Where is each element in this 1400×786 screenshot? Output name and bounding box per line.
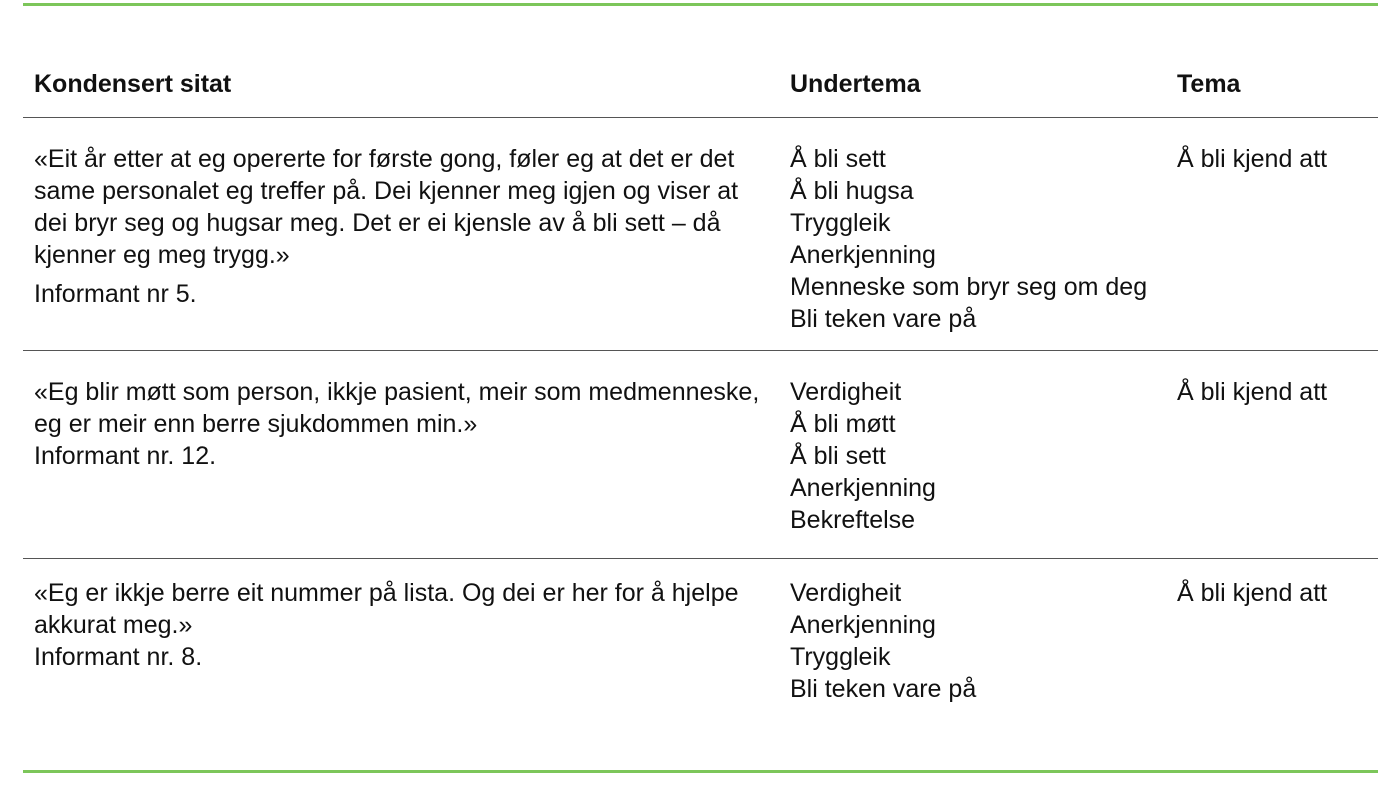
table-row (23, 559, 1378, 759)
informant-label: Informant nr. 12. (34, 442, 217, 470)
quote-line: «Eit år etter at eg opererte for første gong, føler eg at det er det (34, 145, 735, 173)
informant-label: Informant nr 5. (34, 280, 197, 308)
subtheme-item: Bekreftelse (790, 506, 916, 534)
informant-label: Informant nr. 8. (34, 643, 203, 671)
subtheme-item: Bli teken vare på (790, 675, 977, 703)
quote-line: «Eg er ikkje berre eit nummer på lista. Og dei er her for å hjelpe (34, 579, 739, 607)
subtheme-item: Å bli sett (790, 145, 886, 173)
quote-line: kjenner eg meg trygg.» (34, 241, 290, 269)
subtheme-item: Anerkjenning (790, 241, 936, 269)
theme-cell: Å bli kjend att (1177, 378, 1328, 406)
subtheme-item: Tryggleik (790, 209, 891, 237)
quote-cell (34, 577, 764, 673)
subtheme-cell (790, 143, 1170, 335)
table-row (23, 118, 1378, 351)
subtheme-item: Anerkjenning (790, 474, 936, 502)
table-row (23, 351, 1378, 559)
theme-cell: Å bli kjend att (1177, 145, 1328, 173)
header-tema: Tema (1177, 70, 1241, 98)
quote-line: dei bryr seg og hugsar meg. Det er ei kjensle av å bli sett – då (34, 209, 721, 237)
subtheme-item: Å bli møtt (790, 410, 896, 438)
subtheme-item: Å bli hugsa (790, 177, 914, 205)
subtheme-item: Bli teken vare på (790, 305, 977, 333)
subtheme-cell (790, 376, 1170, 536)
quote-line: same personalet eg treffer på. Dei kjenner meg igjen og viser at (34, 177, 739, 205)
subtheme-item: Å bli sett (790, 442, 886, 470)
bottom-accent-rule (23, 770, 1378, 773)
top-accent-rule (23, 3, 1378, 6)
header-undertema: Undertema (790, 70, 921, 98)
subtheme-item: Menneske som bryr seg om deg (790, 273, 1148, 301)
quote-cell (34, 376, 764, 472)
theme-cell: Å bli kjend att (1177, 579, 1328, 607)
header-kondensert-sitat: Kondensert sitat (34, 70, 232, 98)
subtheme-cell (790, 577, 1170, 705)
subtheme-item: Verdigheit (790, 378, 902, 406)
quote-line: akkurat meg.» (34, 611, 193, 639)
subtheme-item: Anerkjenning (790, 611, 936, 639)
quote-line: eg er meir enn berre sjukdommen min.» (34, 410, 478, 438)
subtheme-item: Tryggleik (790, 643, 891, 671)
quote-line: «Eg blir møtt som person, ikkje pasient, meir som medmenneske, (34, 378, 760, 406)
subtheme-item: Verdigheit (790, 579, 902, 607)
table-header (23, 60, 1378, 118)
quote-cell (34, 143, 764, 310)
